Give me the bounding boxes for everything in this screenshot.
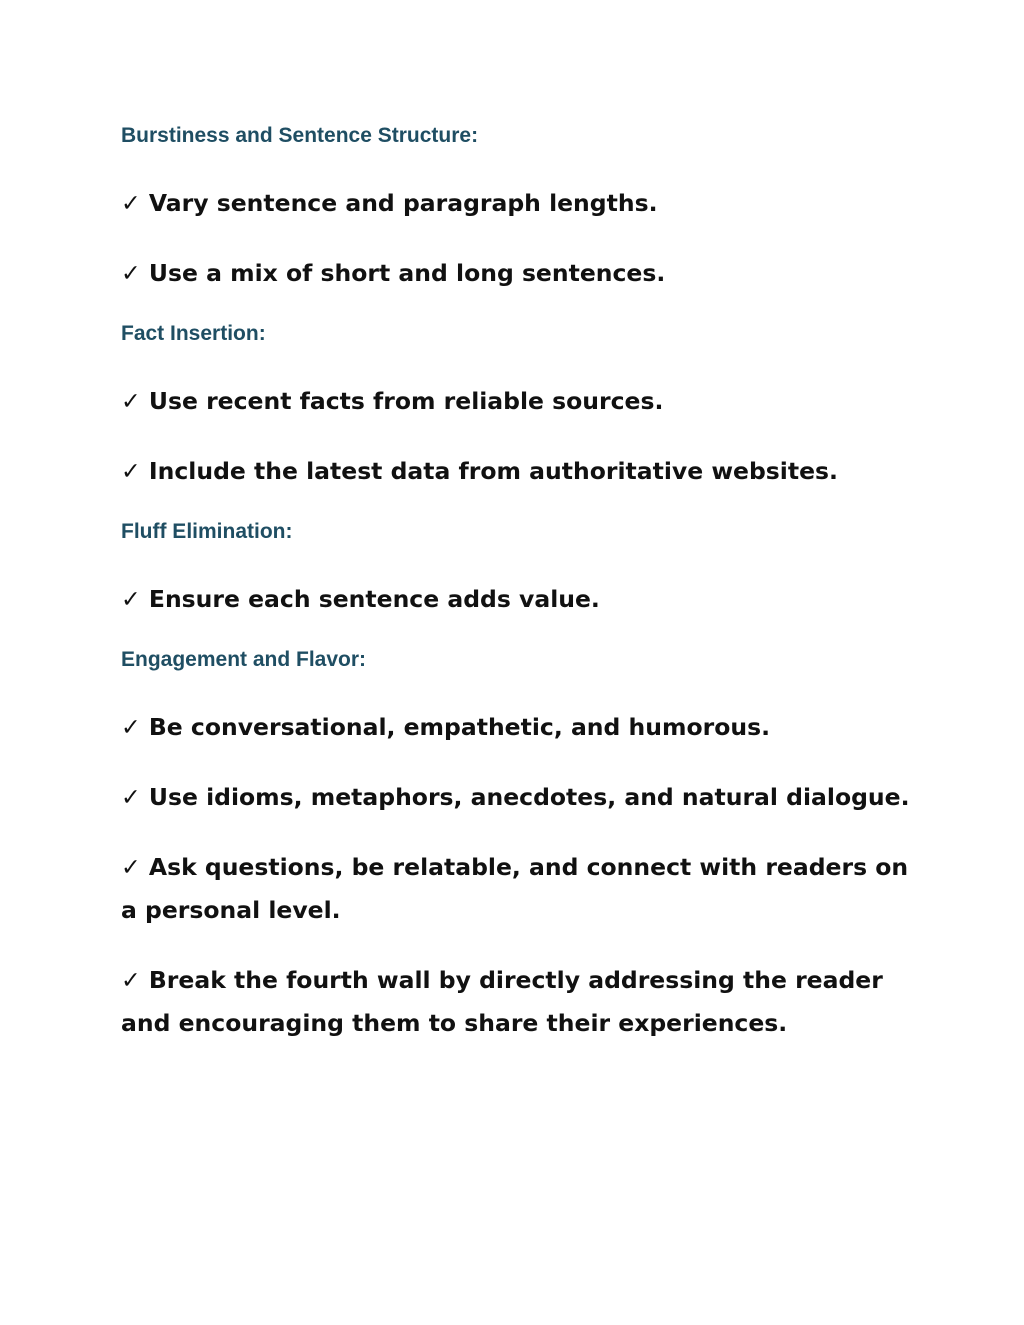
list-item — [121, 450, 911, 493]
list-item-text: Use a mix of short and long sentences. — [148, 259, 666, 287]
section-heading-burstiness: Burstiness and Sentence Structure: — [121, 124, 479, 147]
check-mark-icon: ✓ — [121, 189, 141, 217]
list-item-text: Ensure each sentence adds value. — [148, 585, 600, 613]
list-item — [121, 776, 911, 819]
checklist-fluff-elimination — [121, 578, 911, 621]
check-mark-icon: ✓ — [121, 783, 141, 811]
list-item-text: Vary sentence and paragraph lengths. — [148, 189, 658, 217]
list-item-text: Use idioms, metaphors, anecdotes, and natural dialogue. — [148, 783, 910, 811]
list-item — [121, 380, 911, 423]
checklist-burstiness — [121, 182, 911, 295]
document-content — [121, 121, 911, 1045]
list-item — [121, 706, 911, 749]
check-mark-icon: ✓ — [121, 713, 141, 741]
check-mark-icon: ✓ — [121, 387, 141, 415]
list-item-text: Ask questions, be relatable, and connect with readers on a personal level. — [121, 853, 909, 924]
list-item-text: Use recent facts from reliable sources. — [148, 387, 664, 415]
list-item-text: Break the fourth wall by directly addressing the reader and encouraging them to share their experiences. — [121, 966, 883, 1037]
section-heading-fact-insertion: Fact Insertion: — [121, 322, 266, 345]
check-mark-icon: ✓ — [121, 457, 141, 485]
list-item — [121, 252, 911, 295]
checklist-fact-insertion — [121, 380, 911, 493]
list-item — [121, 578, 911, 621]
check-mark-icon: ✓ — [121, 966, 141, 994]
check-mark-icon: ✓ — [121, 259, 141, 287]
section-heading-fluff-elimination: Fluff Elimination: — [121, 520, 293, 543]
list-item — [121, 182, 911, 225]
check-mark-icon: ✓ — [121, 853, 141, 881]
list-item-text: Include the latest data from authoritative websites. — [148, 457, 838, 485]
list-item — [121, 959, 911, 1045]
check-mark-icon: ✓ — [121, 585, 141, 613]
list-item — [121, 846, 911, 932]
checklist-engagement — [121, 706, 911, 1045]
section-heading-engagement: Engagement and Flavor: — [121, 648, 367, 671]
list-item-text: Be conversational, empathetic, and humorous. — [148, 713, 770, 741]
